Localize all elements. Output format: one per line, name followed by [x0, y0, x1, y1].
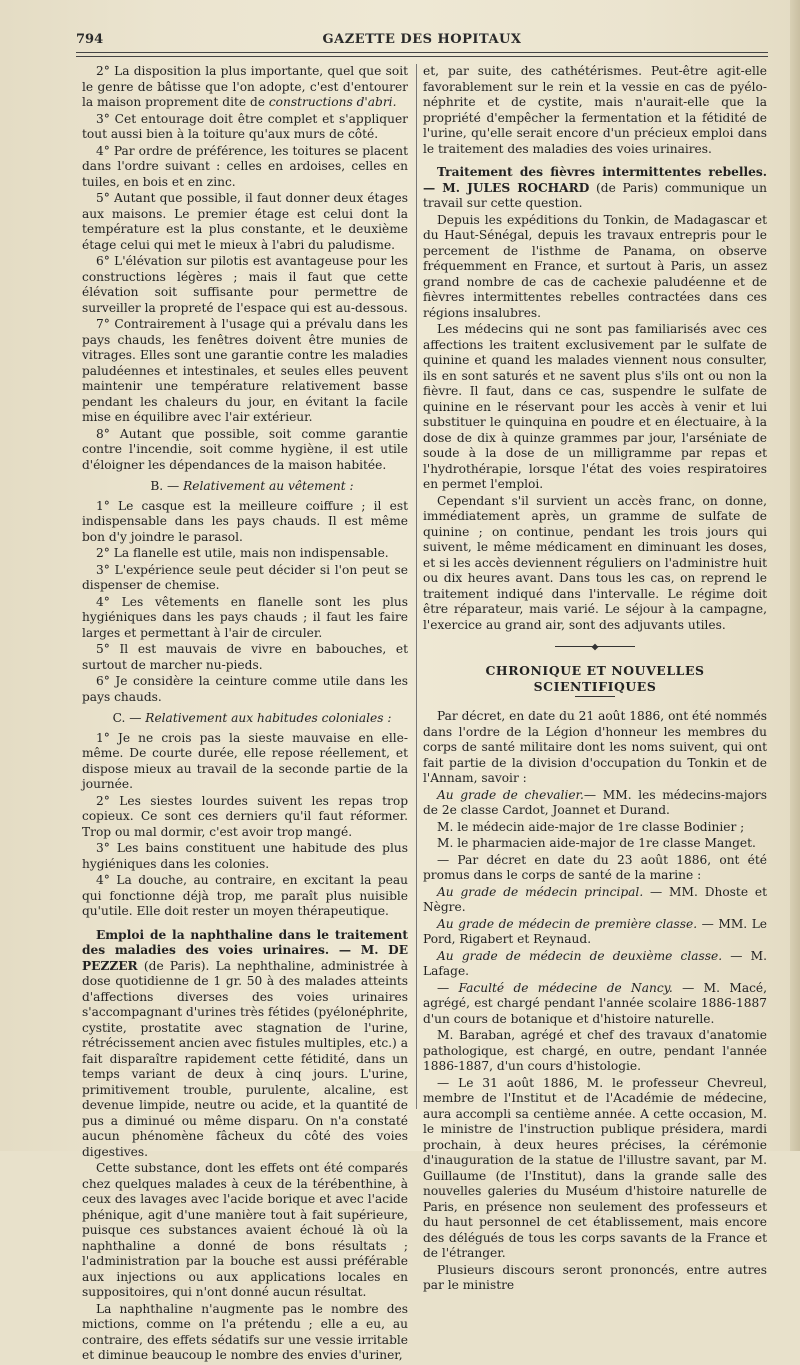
- list-item: 1° Je ne crois pas la sieste mauvaise en elle-même. De courte durée, elle repose réellement, et dispose mieux au travail de la seconde partie de la journée.: [82, 730, 408, 791]
- page-header: [76, 28, 768, 50]
- list-item: 1° Le casque est la meilleure coiffure ; il est indispensable dans les pays chauds. Il est même bon d'y joindre le parasol.: [82, 498, 408, 544]
- paragraph: La naphthaline n'augmente pas le nombre des mictions, comme on l'a prétendu ; elle a eu, au contraire, des effets sédatifs sur une vessie irritable et diminue beaucoup le nombre des envies d'uriner,: [82, 1301, 408, 1362]
- article-fievres: Traitement des fièvres intermittentes rebelles. — M. JULES ROCHARD (de Paris) communique un travail sur cette question.: [423, 165, 767, 210]
- list-item: 3° L'expérience seule peut décider si l'on peut se dispenser de chemise.: [82, 562, 408, 592]
- section-title: CHRONIQUE ET NOUVELLES SCIENTIFIQUES: [485, 663, 705, 694]
- right-column: [423, 64, 767, 1295]
- list-item: 5° Il est mauvais de vivre en babouches, et surtout de marcher nu-pieds.: [82, 642, 408, 672]
- paragraph: et, par suite, des cathétérismes. Peut-être agit-elle favorablement sur le rein et la vessie en cas de pyélo-néphrite et de cystite, mais n'aurait-elle que la propriété d'empêcher la fermentation et la fétidité de l'urine, qu'elle serait encore d'un précieux emploi dans le traitement des maladies des voies urinaires.: [423, 64, 767, 156]
- paragraph: M. Baraban, agrégé et chef des travaux d'anatomie pathologique, est chargé, en outre, pendant l'année 1886-1887, d'un cours d'histologie.: [423, 1028, 767, 1073]
- paragraph: Cependant s'il survient un accès franc, on donne, immédiatement après, un gramme de sulfate de quinine ; on continue, pendant les trois jours qui suivent, le même médicament en diminuant les doses, et si les accès deviennent réguliers on l'administre huit ou dix heures avant. Dans tous les cas, on reprend le traitement indiqué dans l'intervalle. Le régime doit être réparateur, mais varié. Le séjour à la campagne, l'exercice au grand air, sont des adjuvants utiles.: [423, 493, 767, 632]
- journal-title: GAZETTE DES HOPITAUX: [322, 32, 522, 47]
- paragraph: Par décret, en date du 21 août 1886, ont été nommés dans l'ordre de la Légion d'honneur les membres du corps de santé militaire dont les noms suivent, qui ont fait partie de la division d'occupation du Tonkin et de l'Annam, savoir :: [423, 709, 767, 785]
- page-edge: [790, 0, 800, 1151]
- article-naphthaline: Emploi de la naphthaline dans le traitement des maladies des voies urinaires. — M. DE PEZZER (de Paris). La nephthaline, administrée à dose quotidienne de 1 gr. 50 à des malades atteints d'affections diverses des voies urinaires s'accompagnant d'urines très fétides (pyélonéphrite, cystite, prostatite avec stagnation de l'urine, rétrécissement ancien avec fistules multiples, etc.) a fait disparaître rapidement cette fétidité, dans un temps variant de deux à cinq jours. L'urine, primitivement trouble, purulente, alcaline, est devenue limpide, neutre ou acide, et la quantité de pus a diminué ou même disparu. On n'a constaté aucun phénomène fâcheux du côté des voies digestives.: [82, 927, 408, 1159]
- subsection-heading: B. — Relativement au vêtement :: [150, 479, 354, 493]
- paragraph: M. le pharmacien aide-major de 1re classe Manget.: [437, 836, 756, 850]
- list-item: 4° La douche, au contraire, en excitant la peau qui fonctionne déjà trop, me paraît plus nuisible qu'utile. Elle doit rester un moyen thérapeutique.: [82, 873, 408, 918]
- article-title: Traitement des fièvres intermittentes rebelles.: [437, 165, 767, 179]
- paragraph: Les médecins qui ne sont pas familiarisés avec ces affections les traitent exclusivement par le sulfate de quinine et quand les malades viennent nous consulter, ils en sont saturés et ne savent plus s'ils ont ou non la fièvre. Il faut, dans ce cas, suspendre le sulfate de quinine en le réservant pour les accès à venir et lui substituer le quinquina en poudre et en électuaire, à la dose de dix à quinze grammes par jour, l'arséniate de soude à la dose de un milligramme par repas et l'hydrothérapie, lorsque l'état des voies respiratoires en permet l'emploi.: [423, 322, 767, 491]
- paragraph: Au grade de médecin de première classe. — MM. Le Pord, Rigabert et Reynaud.: [423, 916, 767, 946]
- header-rule: [76, 52, 768, 53]
- list-item: 2° La flanelle est utile, mais non indispensable.: [96, 546, 389, 560]
- paragraph: 8° Autant que possible, soit comme garantie contre l'incendie, soit comme hygiène, il est utile d'éloigner les dépendances de la maison habitée.: [82, 426, 408, 472]
- column-divider: [416, 64, 417, 1109]
- header-rule-thin: [76, 56, 768, 57]
- separator-ornament: [555, 643, 635, 651]
- paragraph: Cette substance, dont les effets ont été comparés chez quelques malades à ceux de la térébenthine, à ceux des lavages avec l'acide borique et avec l'acide phénique, agit d'une manière tout à fait supérieure, puisque ces substances avaient échoué là où la naphthaline a donné de bons résultats ; l'administration par la bouche est aussi préférable aux injections ou aux applications locales en suppositoires, qui n'ont donné aucun résultat.: [82, 1161, 408, 1299]
- paragraph: 3° Cet entourage doit être complet et s'appliquer tout aussi bien à la toiture qu'aux murs de côté.: [82, 111, 408, 141]
- list-item: 4° Les vêtements en flanelle sont les plus hygiéniques dans les pays chauds ; il faut les faire larges et permettant à l'air de circuler.: [82, 594, 408, 640]
- left-column: [82, 64, 408, 1365]
- paragraph: 7° Contrairement à l'usage qui a prévalu dans les pays chauds, les fenêtres doivent être munies de vitrages. Elles sont une garantie contre les maladies paludéennes et intestinales, et seules elles peuvent maintenir une température relativement basse pendant les chaleurs du jour, en évitant la facile mise en équilibre avec l'air extérieur.: [82, 317, 408, 424]
- paragraph: 2° La disposition la plus importante, quel que soit le genre de bâtisse que l'on adopte, c'est d'entourer la maison proprement dite de constructions d'abri.: [82, 64, 408, 109]
- paragraph: Au grade de médecin de deuxième classe. — M. Lafage.: [423, 948, 767, 978]
- paragraph: Depuis les expéditions du Tonkin, de Madagascar et du Haut-Sénégal, depuis les travaux entrepris pour le percement de l'isthme de Panama, on observe fréquemment en France, et surtout à Paris, un assez grand nombre de cas de cachexie paludéenne et de fièvres intermittentes rebelles contractées dans ces régions insalubres.: [423, 212, 767, 320]
- paragraph: — Par décret en date du 23 août 1886, ont été promus dans le corps de santé de la marine :: [423, 852, 767, 882]
- page-number: 794: [76, 32, 104, 47]
- paragraph: 5° Autant que possible, il faut donner deux étages aux maisons. Le premier étage est celui dont la température est la plus constante, et le deuxième étage celui qui met le mieux à l'abri du paludisme.: [82, 191, 408, 252]
- paragraph: M. le médecin aide-major de 1re classe Bodinier ;: [437, 819, 745, 834]
- article-title: Emploi de la naphthaline dans le traitement des maladies des voies urinaires.: [82, 927, 408, 957]
- paragraph: Plusieurs discours seront prononcés, entre autres par le ministre: [423, 1262, 767, 1292]
- paragraph: 4° Par ordre de préférence, les toitures se placent dans l'ordre suivant : celles en ardoises, celles en tuiles, en bois et en zinc.: [82, 143, 408, 189]
- section-rule: [575, 696, 615, 697]
- list-item: 2° Les siestes lourdes suivent les repas trop copieux. Ce sont ces derniers qu'il faut réformer. Trop ou mal dormir, c'est avoir trop mangé.: [82, 793, 408, 839]
- paragraph: — Faculté de médecine de Nancy. — M. Macé, agrégé, est chargé pendant l'année scolaire 1886-1887 d'un cours de botanique et d'histoire naturelle.: [423, 980, 767, 1026]
- subsection-heading: C. — Relativement aux habitudes coloniales :: [112, 711, 392, 725]
- paragraph: 6° L'élévation sur pilotis est avantageuse pour les constructions légères ; mais il faut que cette élévation soit suffisante pour permettre de surveiller la propreté de l'espace qui est au-dessous.: [82, 254, 408, 315]
- article-author: — M. DE PEZZER: [82, 943, 408, 973]
- list-item: 3° Les bains constituent une habitude des plus hygiéniques dans les colonies.: [82, 841, 408, 871]
- paragraph: Au grade de médecin principal. — MM. Dhoste et Nègre.: [423, 884, 767, 914]
- paragraph: — Le 31 août 1886, M. le professeur Chevreul, membre de l'Institut et de l'Académie de médecine, aura accompli sa centième année. A cette occasion, M. le ministre de l'instruction publique présidera, mardi prochain, à deux heures précises, la cérémonie d'inauguration de la statue de l'illustre savant, par M. Guillaume (de l'Institut), dans la grande salle des nouvelles galeries du Muséum d'histoire naturelle de Paris, en présence non seulement des professeurs et du haut personnel de cet établissement, mais encore des délégués de tous les corps savants de la France et de l'étranger.: [423, 1075, 767, 1260]
- list-item: 6° Je considère la ceinture comme utile dans les pays chauds.: [82, 674, 408, 704]
- paragraph: Au grade de chevalier.— MM. les médecins-majors de 2e classe Cardot, Joannet et Durand.: [423, 787, 767, 817]
- article-author: — M. JULES ROCHARD: [423, 180, 590, 195]
